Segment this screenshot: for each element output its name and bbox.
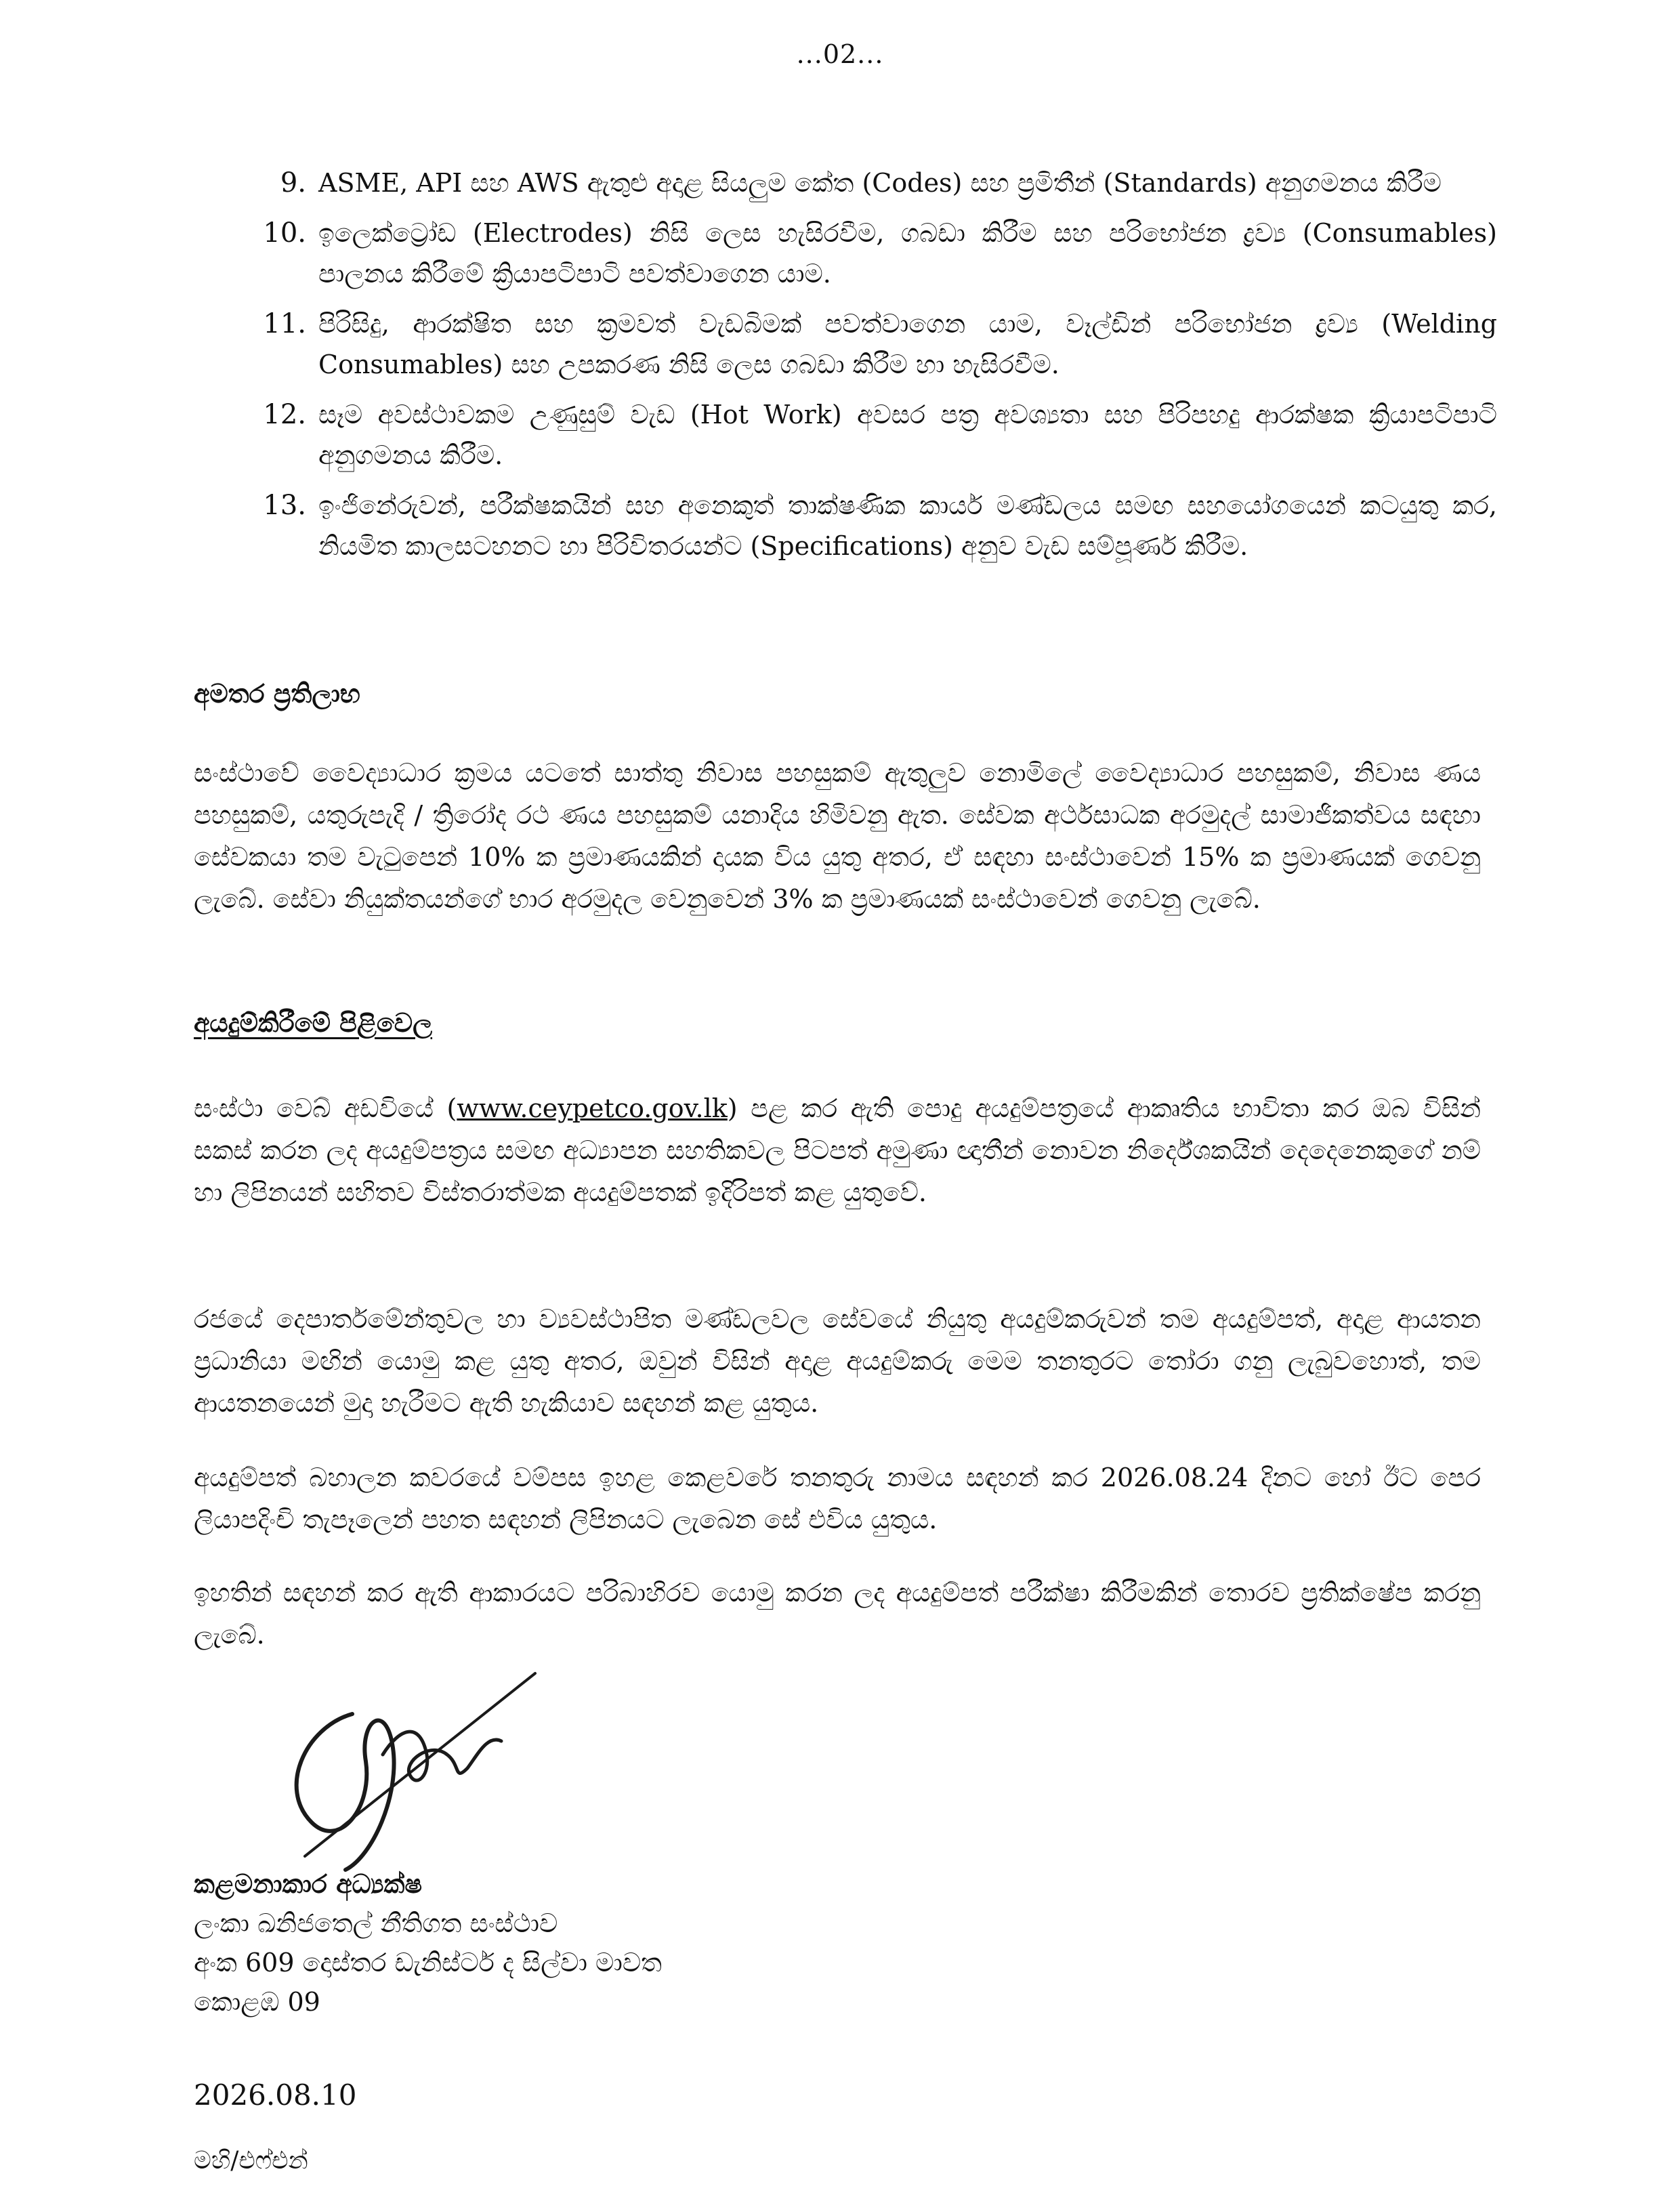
signatory-city: කොළඹ 09 <box>194 1987 320 2017</box>
signatory-title: කළමනාකාර අධ්‍යක්ෂ <box>194 1868 423 1899</box>
website-link[interactable]: www.ceypetco.gov.lk <box>457 1093 728 1123</box>
list-item-number: 13. <box>263 490 306 521</box>
application-text-after-link: ) පළ කර ඇති පොදු අයදුම්පත්‍රයේ ආකෘතිය භාවිතා කර ඔබ විසින් සකස් කරන ලද අයදුම්පත්‍රය සමඟ අධ්‍යාපන සහතිකවල පිටපත් අමුණා ඥාතීන් නොවන නිර්දේශකයින් දෙදෙනෙකුගේ නම් හා ලිපිනයන් සහිතව විස්තරාත්මක අයදුම්පතක් ඉදිරිපත් කළ යුතුවේ. <box>194 1093 1482 1207</box>
list-item <box>257 304 1497 385</box>
application-heading: අයදුම්කිරීමේ පිළිවෙල <box>194 1007 433 1038</box>
list-item-number: 9. <box>280 167 306 198</box>
list-item-number: 12. <box>263 399 306 430</box>
handwritten-signature <box>264 1653 549 1877</box>
document-date: 2026.08.10 <box>194 2078 357 2112</box>
list-item <box>257 213 1497 294</box>
benefits-heading: අමතර ප්‍රතිලාභ <box>194 678 360 709</box>
application-paragraph-4: ඉහතින් සඳහන් කර ඇති ආකාරයට පරිබාහිරව යොමු කරන ලද අයදුම්පත් පරීක්ෂා කිරීමකින් තොරව ප්‍රතික්ෂේප කරනු ලැබේ. <box>194 1578 1481 1650</box>
reference-number: මහි/එෆ්එන් <box>194 2147 308 2175</box>
list-item-text: ASME, API සහ AWS ඇතුළු අදාළ සියලුම කේත (Codes) සහ ප්‍රමිතීන් (Standards) අනුගමනය කිරීම <box>318 168 1442 198</box>
application-text-before-link: සංස්ථා වෙබ් අඩවියේ ( <box>194 1093 457 1123</box>
application-paragraph-2: රජයේ දෙපාර්තමේන්තුවල හා ව්‍යවස්ථාපිත මණ්ඩලවල සේවයේ නියුතු අයදුම්කරුවන් තම අයදුම්පත්, අදාළ ආයතන ප්‍රධානියා මඟින් යොමු කළ යුතු අතර, ඔවුන් විසින් අදාළ අයදුම්කරු මෙම තනතුරට තෝරා ගනු ලැබුවහොත්, තම ආයතනයෙන් මුදා හැරීමට ඇති හැකියාව සඳහන් කළ යුතුය. <box>194 1304 1481 1418</box>
application-paragraph-3: අයදුම්පත් බහාලන කවරයේ වම්පස ඉහළ කෙළවරේ තනතුරු නාමය සඳහන් කර 2026.08.24 දිනට හෝ ඊට පෙර ලියාපදිංචි තැපෑලෙන් පහත සඳහන් ලිපිනයට ලැබෙන සේ එවිය යුතුය. <box>194 1463 1481 1534</box>
signatory-address: අංක 609 දොස්තර ඩැනිස්ටර් ද සිල්වා මාවත <box>194 1948 663 1978</box>
list-item-number: 10. <box>263 217 306 249</box>
signatory-organization: ලංකා ඛනිජතෙල් නීතිගත සංස්ථාව <box>194 1908 558 1938</box>
list-item-number: 11. <box>263 308 306 339</box>
list-item <box>257 485 1497 566</box>
page-number: ...02... <box>796 39 884 69</box>
duties-list <box>257 163 1497 576</box>
list-item-text: ඉංජිනේරුවන්, පරීක්ෂකයින් සහ අනෙකුත් තාක්ෂණික කාර්ය මණ්ඩලය සමඟ සහයෝගයෙන් කටයුතු කර, නියමිත කාලසටහනට හා පිරිවිතරයන්ට (Specifications) අනුව වැඩ සම්පූර්ණ කිරීම. <box>318 490 1497 561</box>
list-item <box>257 163 1497 203</box>
signatory-block <box>194 1864 662 2022</box>
list-item-text: සෑම අවස්ථාවකම උණුසුම් වැඩ (Hot Work) අවසර පත්‍ර අවශ්‍යතා සහ පිරිපහදු ආරක්ෂක ක්‍රියාපටිපාටි අනුගමනය කිරීම. <box>318 400 1497 470</box>
application-paragraph-1 <box>194 1087 1481 1213</box>
list-item-text: පිරිසිදු, ආරක්ෂිත සහ ක්‍රමවත් වැඩබිමක් පවත්වාගෙන යාම, වෑල්ඩින් පරිභෝජන ද්‍රව්‍ය (Welding Consumables) සහ උපකරණ නිසි ලෙස ගබඩා කිරීම හා හැසිරවීම. <box>318 309 1497 379</box>
benefits-paragraph: සංස්ථාවේ වෛද්‍යාධාර ක්‍රමය යටතේ සාත්තු නිවාස පහසුකම් ඇතුලුව නොමිලේ වෛද්‍යාධාර පහසුකම්, නිවාස ණය පහසුකම්, යතුරුපැදි / ත්‍රිරෝද රථ ණය පහසුකම් යනාදිය හිමිවනු ඇත. සේවක අර්ථසාධක අරමුදල් සාමාජිකත්වය සඳහා සේවකයා තම වැටුපෙන් 10% ක ප්‍රමාණයකින් දායක විය යුතු අතර, ඒ සඳහා සංස්ථාවෙන් 15% ක ප්‍රමාණයක් ගෙවනු ලැබේ. සේවා නියුක්තයන්ගේ භාර අරමුදල වෙනුවෙන් 3% ක ප්‍රමාණයක් සංස්ථාවෙන් ගෙවනු ලැබේ. <box>194 758 1481 914</box>
list-item-text: ඉලෙක්ට්‍රෝඩ (Electrodes) නිසි ලෙස හැසිරවීම, ගබඩා කිරීම සහ පරිභෝජන ද්‍රව්‍ය (Consumables) පාලනය කිරීමේ ක්‍රියාපටිපාටි පවත්වාගෙන යාම. <box>318 218 1497 289</box>
list-item <box>257 394 1497 476</box>
